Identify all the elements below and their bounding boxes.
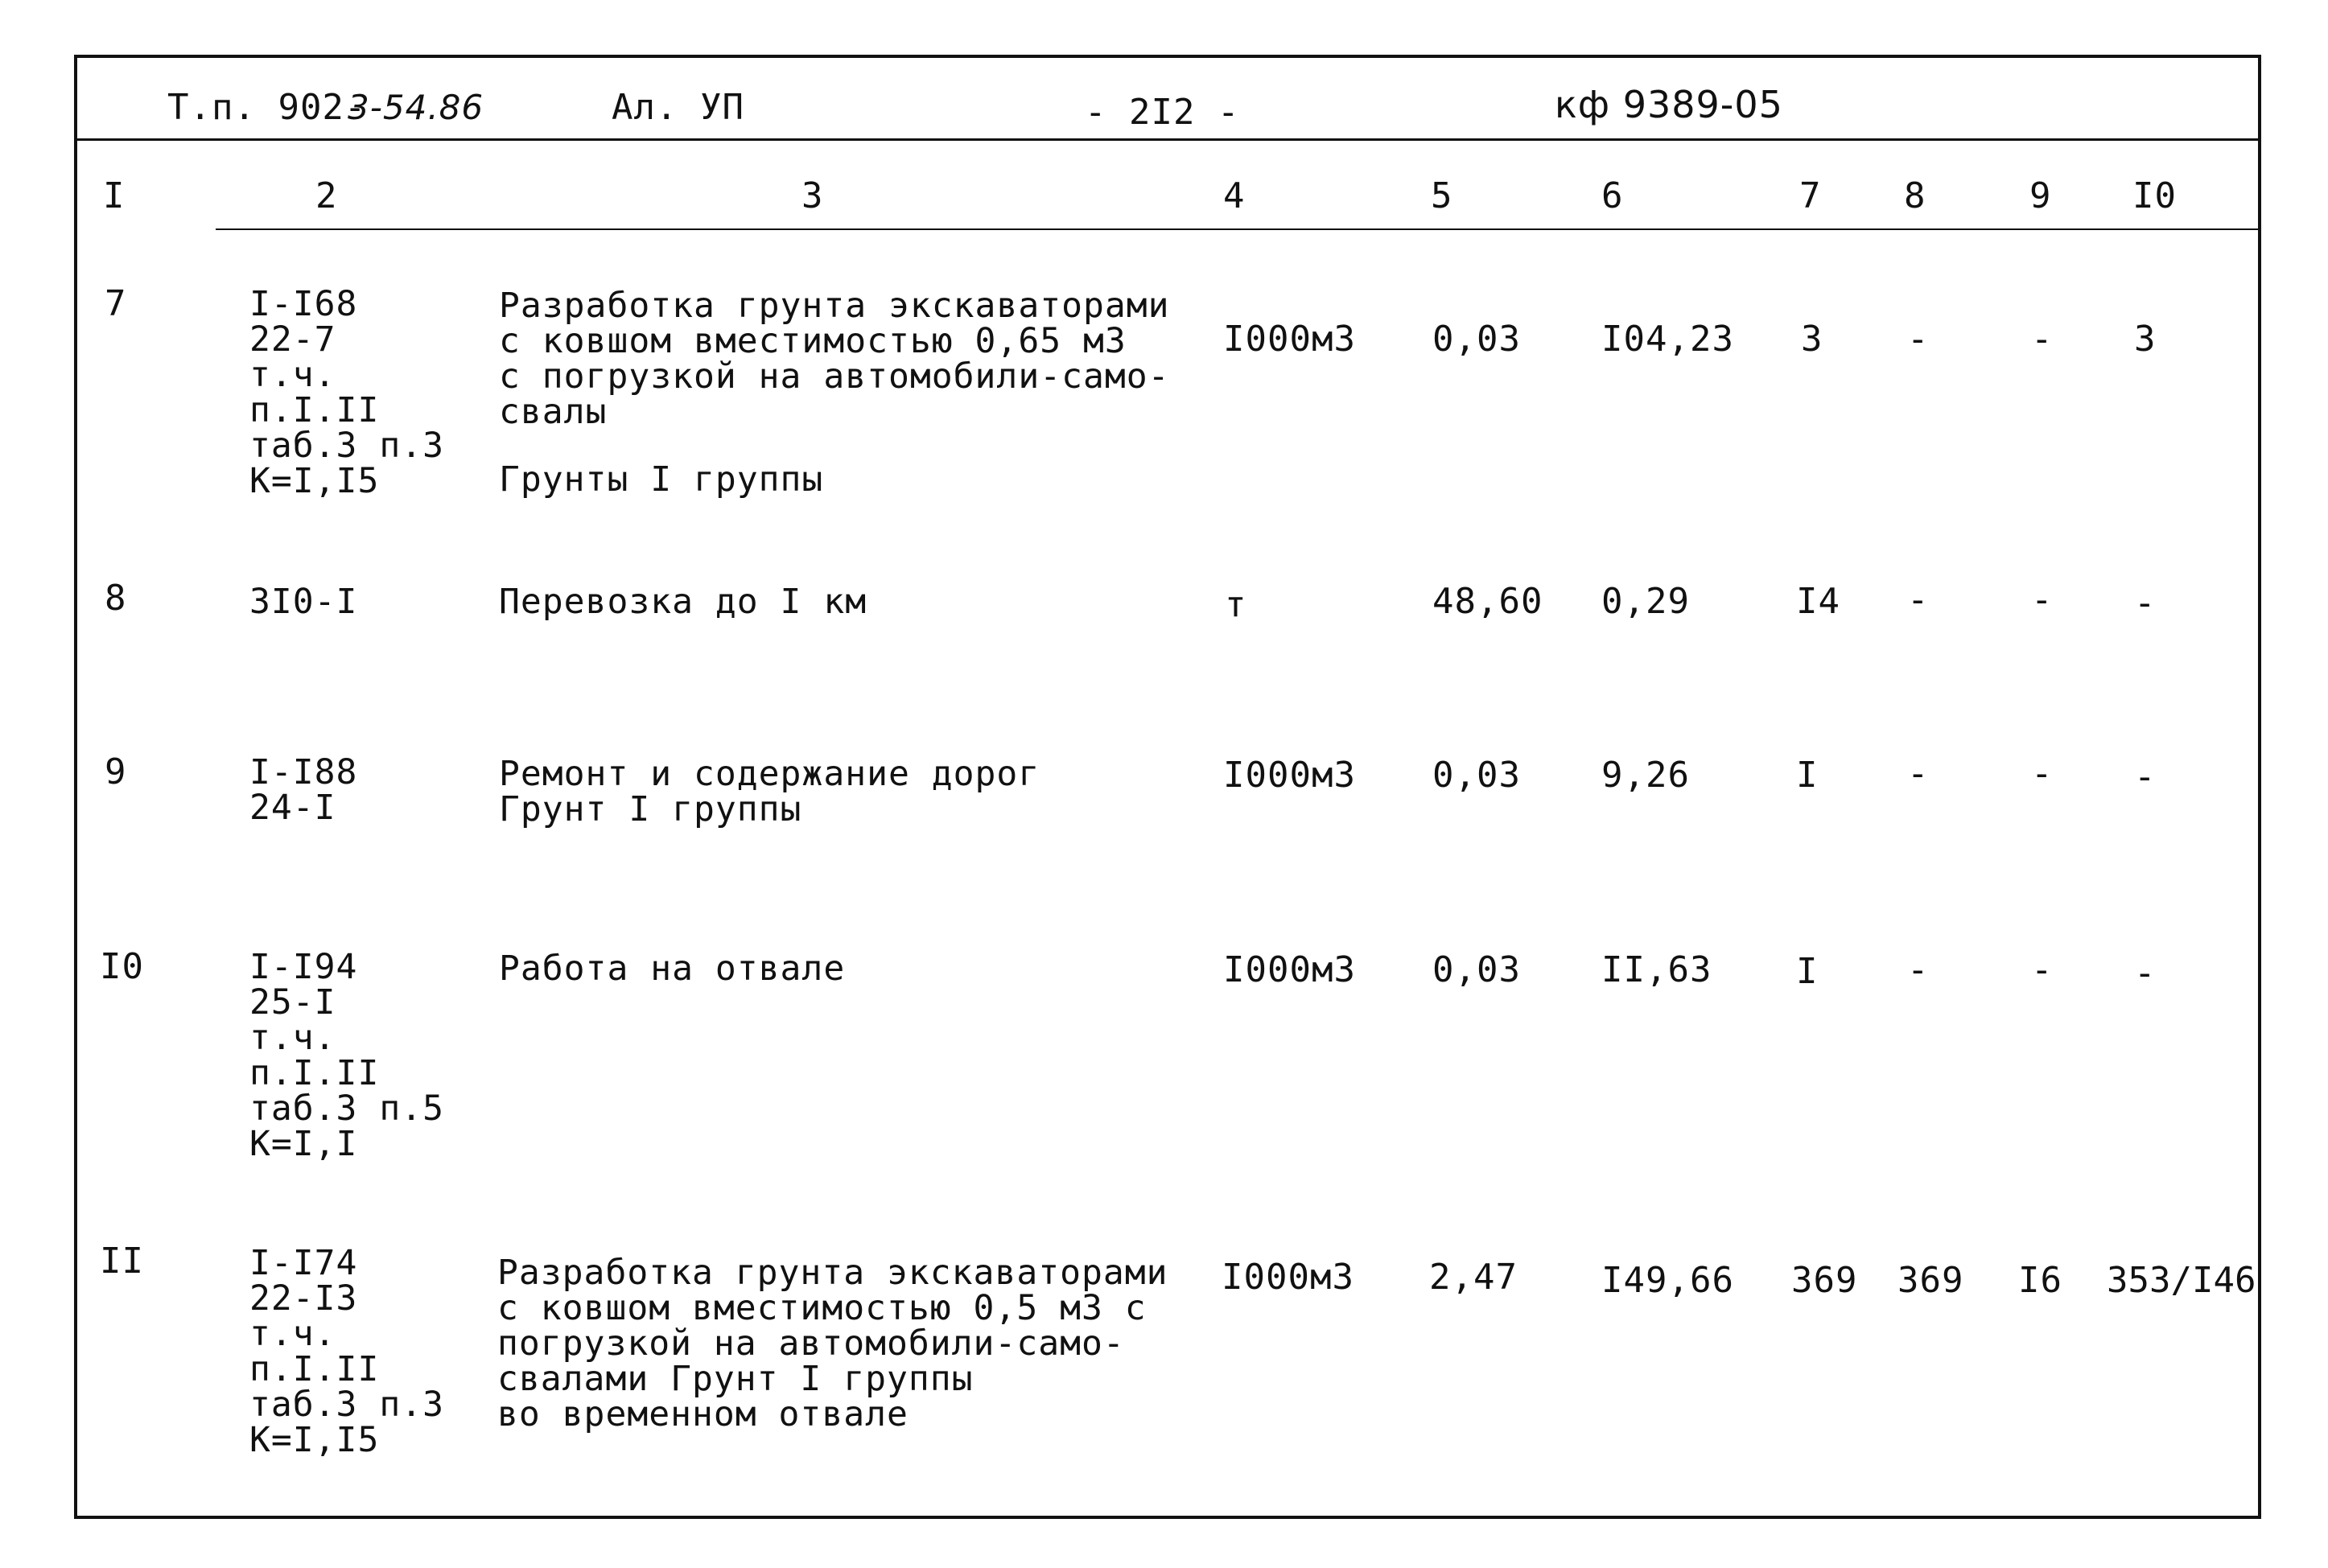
row-col-7: I4: [1796, 581, 1840, 622]
row-col-10: 3: [2134, 319, 2157, 360]
row-description: Разработка грунта экскаваторами с ковшом вместимостью 0,5 м3 с погрузкой на автомобили-само- свалами Грунт I группы во временном отвале: [497, 1253, 1168, 1434]
row-description-extra: Грунты I группы: [499, 459, 824, 500]
column-header-7: 7: [1799, 175, 1822, 216]
row-quantity: 0,03: [1432, 319, 1521, 360]
row-col-8: -: [1907, 949, 1930, 990]
row-quantity: 0,03: [1432, 755, 1521, 796]
project-number-prefix: Т.п. 902-: [167, 87, 367, 128]
row-col-9: -: [2031, 753, 2054, 794]
column-header-6: 6: [1601, 175, 1624, 216]
column-header-2: 2: [315, 175, 338, 216]
row-unit: I000м3: [1223, 949, 1356, 990]
row-col-10: 353/I46: [2107, 1260, 2256, 1301]
row-col-7: I: [1796, 755, 1819, 796]
column-header-10: I0: [2132, 175, 2177, 216]
column-header-3: 3: [801, 175, 824, 216]
row-unit-price: II,63: [1601, 949, 1712, 990]
row-norm-code: I-I88 24-I: [249, 752, 358, 828]
row-number: I0: [100, 946, 144, 987]
row-description: Ремонт и содержание дорог Грунт I группы: [499, 754, 1040, 829]
row-col-7: I: [1796, 951, 1819, 992]
row-description: Разработка грунта экскаваторами с ковшом вместимостью 0,65 м3 с погрузкой на автомобили-само- свалы: [499, 286, 1170, 432]
document-code: кф 9389-05: [1555, 83, 1783, 126]
row-col-10: -: [2134, 756, 2157, 797]
row-norm-code: I-I94 25-I т.ч. п.I.II таб.3 п.5 К=I,I: [249, 947, 444, 1164]
row-col-10: -: [2134, 582, 2157, 623]
row-norm-code: 3I0-I: [249, 582, 358, 622]
row-quantity: 2,47: [1429, 1257, 1518, 1298]
row-norm-code: I-I74 22-I3 т.ч. п.I.II таб.3 п.3 К=I,I5: [249, 1243, 444, 1460]
row-col-7: 3: [1801, 319, 1823, 360]
column-header-underline: [216, 228, 2258, 230]
row-unit: I000м3: [1223, 755, 1356, 796]
row-col-9: -: [2031, 319, 2054, 360]
row-number: 9: [105, 751, 127, 792]
row-quantity: 48,60: [1432, 581, 1543, 622]
row-col-8: -: [1907, 319, 1930, 360]
row-number: 7: [105, 283, 127, 324]
column-header-8: 8: [1904, 175, 1926, 216]
row-col-9: -: [2031, 579, 2054, 620]
project-number-handwritten: 3-54.86: [348, 88, 484, 127]
row-description: Перевозка до I км: [499, 582, 867, 622]
row-unit-price: 9,26: [1601, 755, 1690, 796]
row-quantity: 0,03: [1432, 949, 1521, 990]
row-norm-code: I-I68 22-7 т.ч. п.I.II таб.3 п.3 К=I,I5: [249, 284, 444, 501]
page-number: - 2I2 -: [1085, 92, 1240, 133]
header-divider: [77, 138, 2258, 141]
row-col-7: 369: [1791, 1260, 1858, 1301]
row-unit: I000м3: [1222, 1257, 1354, 1298]
column-header-9: 9: [2029, 175, 2052, 216]
row-unit: I000м3: [1223, 319, 1356, 360]
row-unit: т: [1225, 584, 1247, 625]
row-description: Работа на отвале: [499, 949, 846, 989]
column-header-5: 5: [1431, 175, 1453, 216]
row-col-9: I6: [2018, 1260, 2062, 1301]
album-label: Ал. УП: [612, 87, 744, 128]
row-col-10: -: [2134, 953, 2157, 994]
row-col-8: -: [1907, 579, 1930, 620]
column-header-1: I: [103, 175, 126, 216]
row-unit-price: I49,66: [1601, 1260, 1734, 1301]
row-unit-price: I04,23: [1601, 319, 1734, 360]
column-header-4: 4: [1223, 175, 1246, 216]
row-number: II: [100, 1241, 144, 1282]
row-number: 8: [105, 578, 127, 619]
row-col-8: 369: [1897, 1260, 1964, 1301]
row-col-9: -: [2031, 949, 2054, 990]
row-col-8: -: [1907, 753, 1930, 794]
row-unit-price: 0,29: [1601, 581, 1690, 622]
